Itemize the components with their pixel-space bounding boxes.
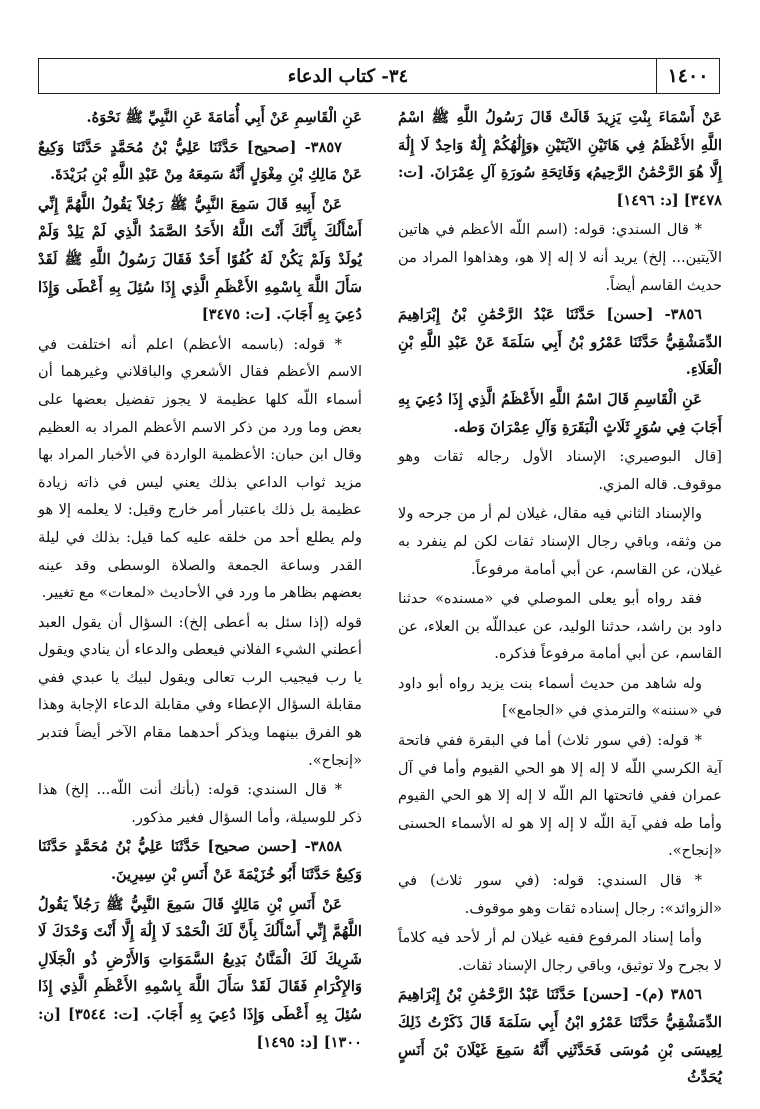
commentary: فقد رواه أبو يعلى الموصلي في «مسنده» حدثنا داود بن راشد، حدثنا الوليد، عن عبداللّه بن العلاء، عن القاسم، عن أبي أمامة مرفوعاً فذكره.: [398, 590, 722, 663]
commentary: * قال السندي: قوله: (في سور ثلاث) في «الزوائد»: رجال إسناده ثقات وهو موقوف.: [398, 872, 722, 917]
commentary: * قوله: (في سور ثلاث) أما في البقرة ففي فاتحة آية الكرسي اللّه لا إله إلا هو الحي القيوم وأما في آل عمران ففي فاتحتها الم اللّه لا إله إلا هو الحي القيوم وأما طه ففي آية اللّه لا إله إلا هو له الأسماء الحسنى «إنجاح».: [398, 732, 722, 860]
commentary: والإسناد الثاني فيه مقال، غيلان لم أر من جرحه ولا من وثقه، وباقي رجال الإسناد ثقات لكن لم ينفرد به غيلان، عن القاسم، عن أبي أمامة مرفوعاً.: [398, 505, 722, 578]
hadith-text: عَنْ أَبِيهِ قَالَ سَمِعَ النَّبِيُّ ﷺ رَجُلاً يَقُولُ اللَّهُمَّ إِنِّي أَسْأَلُكَ بِأَنَّكَ أَنْتَ اللَّهُ الأَحَدُ الصَّمَدُ الَّذِي لَمْ يَلِدْ وَلَمْ يُولَدْ وَلَمْ يَكُنْ لَهُ كُفُوًا أَحَدٌ فَقَالَ رَسُولُ اللَّهِ ﷺ لَقَدْ سَأَلَ اللَّهَ بِاسْمِهِ الأَعْظَمِ الَّذِي إِذَا سُئِلَ بِهِ أَعْطَى وَإِذَا دُعِيَ بِهِ أَجَابَ. [ت: ٣٤٧٥]: [38, 195, 362, 324]
hadith-text: عَنِ الْقَاسِمِ قَالَ اسْمُ اللَّهِ الأَعْظَمُ الَّذِي إِذَا دُعِيَ بِهِ أَجَابَ فِي سُوَرٍ ثَلَاثٍ الْبَقَرَةِ وَآلِ عِمْرَانَ وَطه.: [398, 390, 722, 436]
commentary: وله شاهد من حديث أسماء بنت يزيد رواه أبو داود في «سننه» والترمذي في «الجامع»]: [398, 674, 722, 720]
hadith-text: عَنْ أَنَسِ بْنِ مَالِكٍ قَالَ سَمِعَ النَّبِيُّ ﷺ رَجُلاً يَقُولُ اللَّهُمَّ إِنِّي أَسْأَلُكَ بِأَنَّ لَكَ الْحَمْدَ لَا إِلَٰهَ إِلَّا أَنْتَ وَحْدَكَ لَا شَرِيكَ لَكَ الْمَنَّانُ بَدِيعُ السَّمَوَاتِ وَالأَرْضِ ذُو الْجَلَالِ وَالإِكْرَامِ فَقَالَ لَقَدْ سَأَلَ اللَّهَ بِاسْمِهِ الأَعْظَمِ الَّذِي إِذَا سُئِلَ بِهِ أَعْطَى وَإِذَا دُعِيَ بِهِ أَجَابَ. [ت: ٣٥٤٤] [ن: ١٣٠٠] [د: ١٤٩٥]: [38, 895, 362, 1051]
commentary: * قوله: (باسمه الأعظم) اعلم أنه اختلفت في الاسم الأعظم فقال الأشعري والباقلاني وغيرهما أن أسماء اللّه كلها عظيمة لا يجوز تفضيل بعضها على بعض وما ورد من ذكر الاسم الأعظم المراد به العظيم وقال ابن حبان: الأعظمية الواردة في الأخبار المراد بها مزيد ثواب الداعي بذلك يعني ليس في ذاته زيادة عظيمة بل ذلك باعتبار أمر خارج وقيل: لا يعلمه إلا هو ولم يطلع أحد من خلقه عليه كما قيل: بذلك في ليلة القدر وساعة الجمعة والصلاة الوسطى وقد عينه بعضهم بظاهر ما ورد في الأحاديث «لمعات» مع تغيير.: [38, 335, 362, 602]
commentary: [قال البوصيري: الإسناد الأول رجاله ثقات وهو موقوف. قاله المزي.: [398, 448, 722, 493]
hadith-isnad: ٣٨٥٨- [حسن صحيح] حَدَّثَنَا عَلِيُّ بْنُ مُحَمَّدٍ حَدَّثَنَا وَكِيعٌ حَدَّثَنَا أَبُو خُزَيْمَةَ عَنْ أَنَسِ بْنِ سِيرِينَ.: [38, 838, 362, 884]
left-column: [38, 104, 362, 1058]
commentary: * قال السندي: قوله: (بأنك أنت اللّه... إلخ) هذا ذكر للوسيلة، وأما السؤال فغير مذكور.: [38, 781, 362, 826]
page-header: [38, 58, 720, 94]
commentary: * قال السندي: قوله: (اسم اللّه الأعظم في هاتين الآيتين... إلخ) يريد أنه لا إله إلا هو، وهذاهوا المراد من حديث القاسم أيضاً.: [398, 221, 722, 294]
chapter-title: ٣٤- كتاب الدعاء: [287, 65, 409, 87]
page-number: ١٤٠٠: [656, 59, 719, 93]
hadith-isnad: ٣٨٥٧- [صحيح] حَدَّثَنَا عَلِيُّ بْنُ مُحَمَّدٍ حَدَّثَنَا وَكِيعٌ عَنْ مَالِكِ بْنِ مِغْوَلٍ أَنَّهُ سَمِعَهُ مِنْ عَبْدِ اللَّهِ بْنِ بُرَيْدَةَ.: [38, 138, 362, 184]
hadith-isnad: ٣٨٥٦- [حسن] حَدَّثَنَا عَبْدُ الرَّحْمَٰنِ بْنُ إِبْرَاهِيمَ الدِّمَشْقِيُّ حَدَّثَنَا عَمْرُو بْنُ أَبِي سَلَمَةَ عَنْ عَبْدِ اللَّهِ بْنِ الْعَلَاءِ.: [398, 306, 722, 379]
commentary: قوله (إذا سئل به أعطى إلخ): السؤال أن يقول العبد أعطني الشيء الفلاني فيعطى والدعاء أن ينادي ويقول يا رب فيجيب الرب تعالى ويقول لبيك يا عبدي ففي مقابلة السؤال الإعطاء وفي مقابلة الدعاء الإجابة وهذا هو الفرق بينهما ويذكر أحدهما مقام الآخر أيضاً فتدبر «إنجاح».: [38, 613, 362, 769]
hadith-isnad: ٣٨٥٦ (م)- [حسن] حَدَّثَنَا عَبْدُ الرَّحْمَٰنِ بْنُ إِبْرَاهِيمَ الدِّمَشْقِيُّ حَدَّثَنَا عَمْرُو ابْنُ أَبِي سَلَمَةَ قَالَ ذَكَرْتُ ذَلِكَ لِعِيسَى بْنِ مُوسَى فَحَدَّثَنِي أَنَّهُ سَمِعَ غَيْلَانَ بْنَ أَنَسٍ يُحَدِّثُ: [398, 986, 722, 1087]
right-column: [398, 104, 722, 1094]
hadith-text: عَنْ أَسْمَاءَ بِنْتِ يَزِيدَ قَالَتْ قَالَ رَسُولُ اللَّهِ ﷺ اسْمُ اللَّهِ الأَعْظَمُ فِي هَاتَيْنِ الآيَتَيْنِ ﴿وَإِلَٰهُكُمْ إِلَٰهٌ وَاحِدٌ لَا إِلَٰهَ إِلَّا هُوَ الرَّحْمَٰنُ الرَّحِيمُ﴾ وَفَاتِحَةِ سُورَةِ آلِ عِمْرَانَ. [ت: ٣٤٧٨] [د: ١٤٩٦]: [398, 109, 722, 209]
commentary: وأما إسناد المرفوع ففيه غيلان لم أر لأحد فيه كلاماً لا بجرح ولا توثيق، وباقي رجال الإسناد ثقات.: [398, 929, 722, 974]
hadith-text: عَنِ الْقَاسِمِ عَنْ أَبِي أُمَامَةَ عَنِ النَّبِيِّ ﷺ نَحْوَهُ.: [86, 109, 362, 126]
